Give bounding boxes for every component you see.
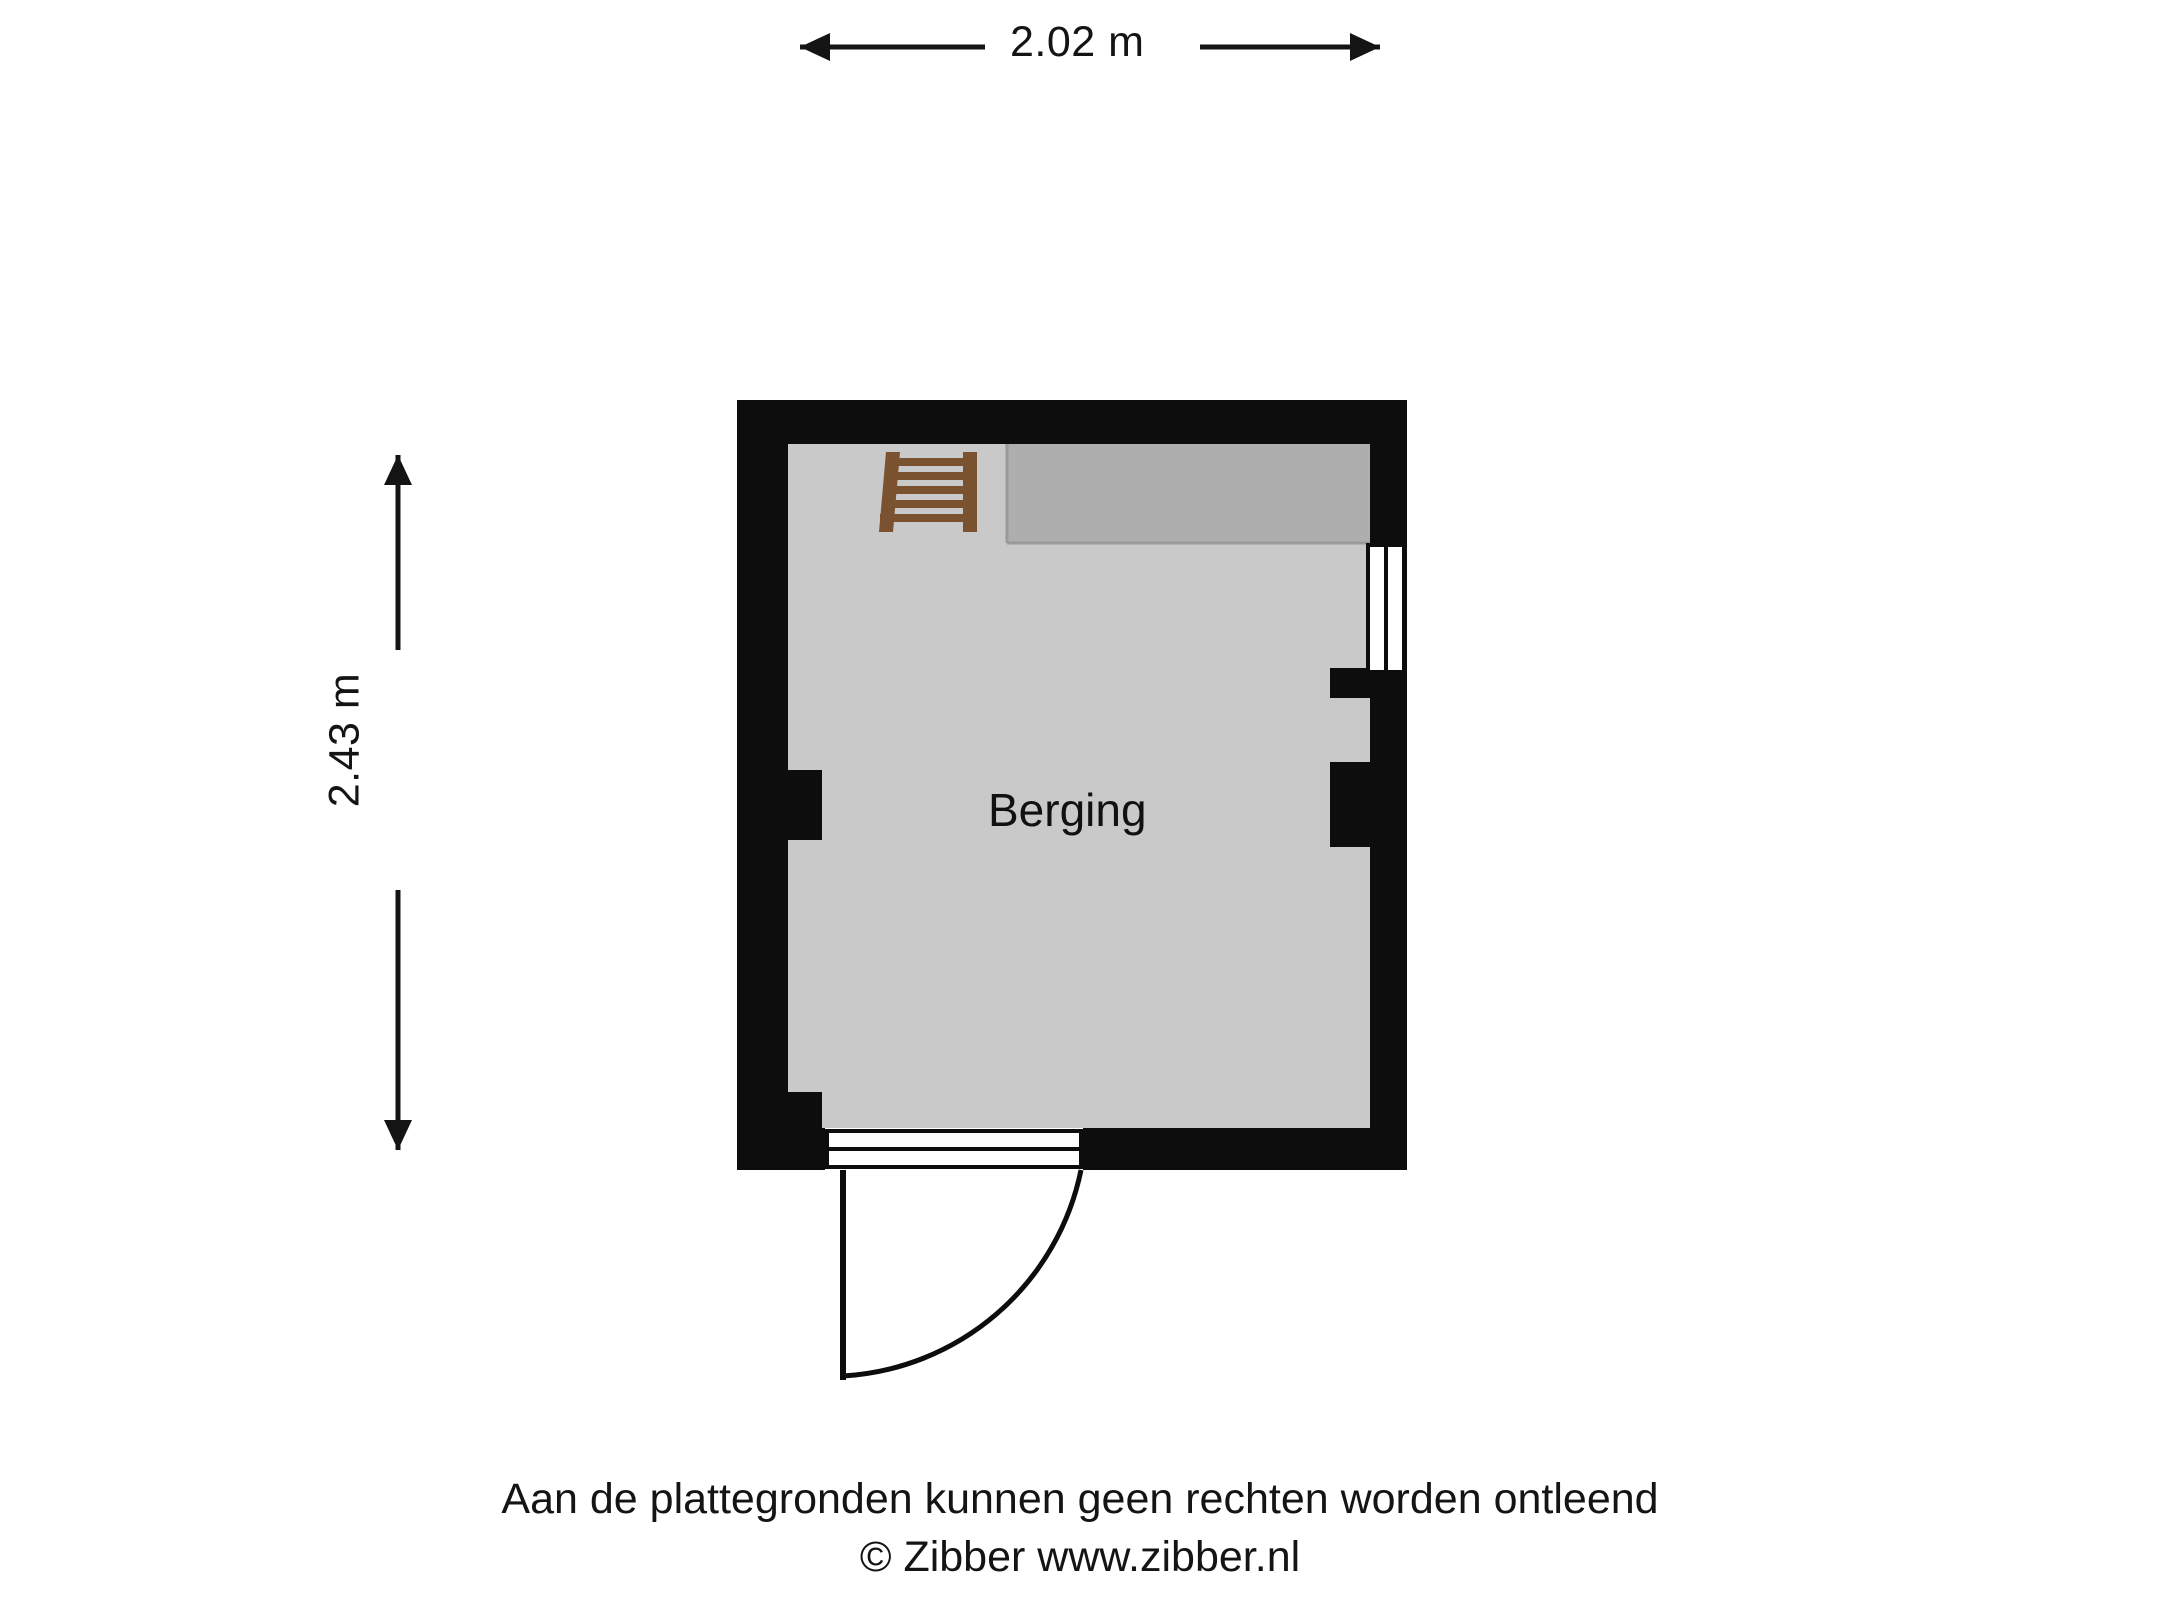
mezzanine-slab [1007, 444, 1370, 543]
dimension-height-label: 2.43 m [320, 672, 369, 808]
room-label-berging: Berging [988, 784, 1147, 836]
footer-copyright: © Zibber www.zibber.nl [859, 1533, 1301, 1581]
staircase-icon [876, 452, 980, 532]
dimension-arrow-left [360, 455, 438, 1150]
door-south [825, 1128, 1083, 1380]
window-east [1366, 543, 1406, 674]
footer-disclaimer: Aan de plattegronden kunnen geen rechten worden ontleend [501, 1475, 1659, 1523]
dimension-width-label: 2.02 m [1010, 18, 1145, 66]
footer [0, 1470, 2160, 1586]
